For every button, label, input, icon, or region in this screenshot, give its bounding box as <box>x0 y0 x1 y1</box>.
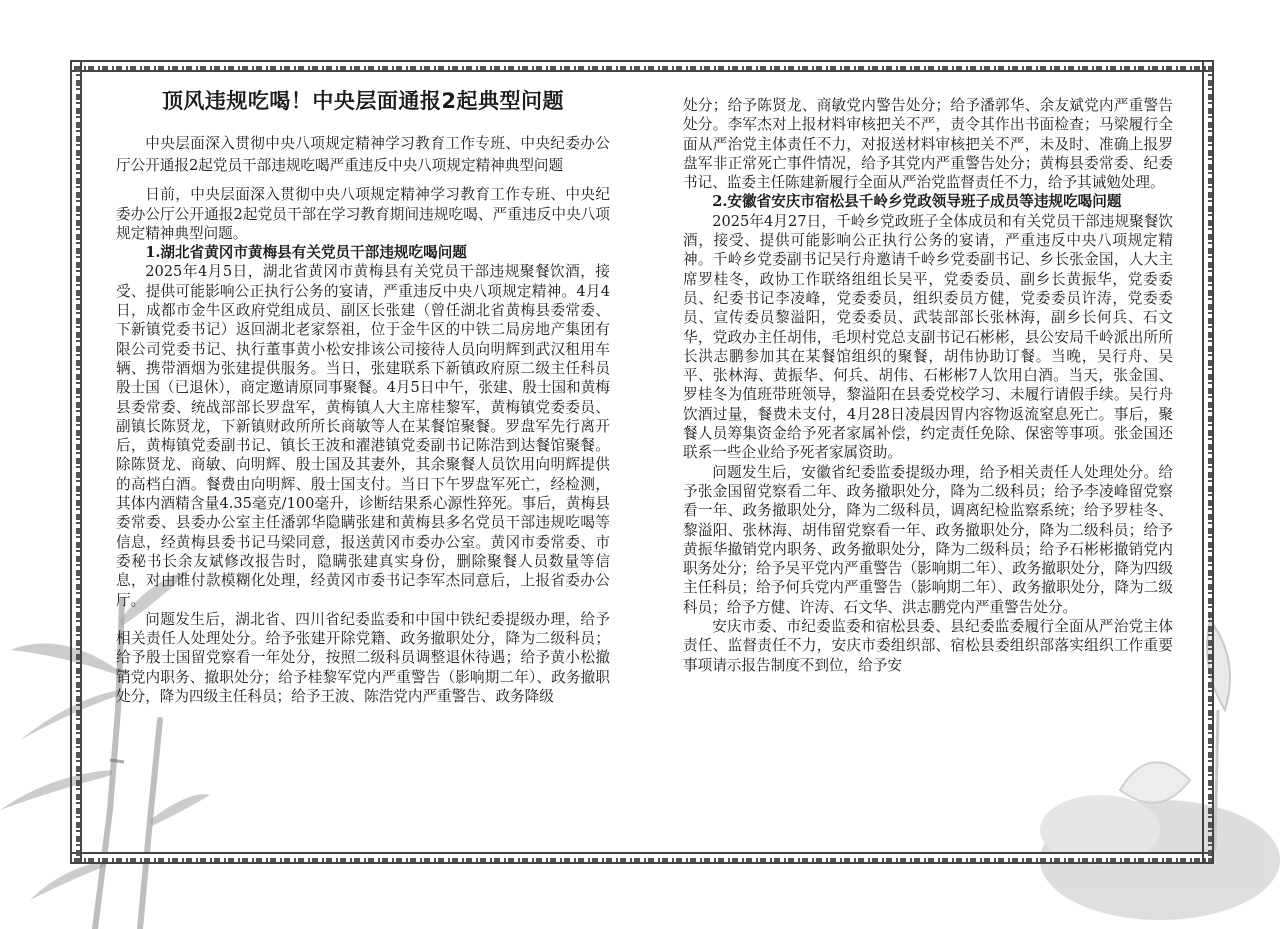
border-right <box>1202 62 1214 864</box>
case2-paragraph-2: 问题发生后，安徽省纪委监委提级办理，给予相关责任人处理处分。给予张金国留党察看二年、政务撤职处分，降为二级科员；给予李凌峰留党察看一年、政务撤职处分，降为二级科员，调离纪检监察系统；给予罗桂冬、黎溢阳、张林海、胡伟留党察看一年、政务撤职处分，降为二级科员；给予黄振华撤销党内职务、政务撤职处分，降为二级科员；给予石彬彬撤销党内职务处分；给予吴平党内严重警告（影响期二年）、政务撤职处分，降为四级主任科员；给予何兵党内严重警告（影响期二年）、政务撤职处分，降为二级科员；给予方健、许涛、石文华、洪志鹏党内严重警告处分。 <box>683 463 1173 616</box>
right-column <box>683 96 1173 675</box>
case1-heading: 1.湖北省黄冈市黄梅县有关党员干部违规吃喝问题 <box>145 244 467 262</box>
left-column <box>116 90 610 706</box>
case1-paragraph-1: 2025年4月5日，湖北省黄冈市黄梅县有关党员干部违规聚餐饮酒，接受、提供可能影响公正执行公务的宴请，严重违反中央八项规定精神。4月4日，成都市金牛区政府党组成员、副区长张建（曾任湖北省黄梅县委常委、下新镇党委书记）返回湖北老家祭祖，位于金牛区的中铁二局房地产集团有限公司党委书记、执行董事黄小松安排该公司接待人员向明辉到武汉租用车辆、携带酒烟为张建提供服务。当日，张建联系下新镇政府原二级主任科员殷士国（已退休），商定邀请原同事聚餐。4月5日中午，张建、殷士国和黄梅县委常委、统战部部长罗盘军，黄梅镇人大主席桂黎军，黄梅镇党委委员、副镇长陈贤龙，下新镇财政所所长商敏等人在某餐馆聚餐。罗盘军先行离开后，黄梅镇党委副书记、镇长王波和濯港镇党委副书记陈浩到达餐馆聚餐。除陈贤龙、商敏、向明辉、殷士国及其妻外，其余聚餐人员饮用向明辉提供的高档白酒。餐费由向明辉、殷士国支付。当日下午罗盘军死亡，经检测，其体内酒精含量4.35毫克/100毫升，诊断结果系心源性猝死。事后，黄梅县委常委、县委办公室主任潘郭华隐瞒张建和黄梅县多名党员干部违规吃喝等信息，经黄梅县委书记马梁同意，报送黄冈市委办公室。黄冈市委常委、市委秘书长余友斌修改报告时，隐瞒张建真实身份，删除聚餐人员数量等信息，对由谁付款模糊化处理，经黄冈市委书记李军杰同意后，上报省委办公厅。 <box>116 263 610 609</box>
article-title: 顶风违规吃喝！中央层面通报2起典型问题 <box>161 89 565 113</box>
case2-paragraph-3: 安庆市委、市纪委监委和宿松县委、县纪委监委履行全面从严治党主体责任、监督责任不力，安庆市委组织部、宿松县委组织部落实组织工作重要事项请示报告制度不到位，给予安 <box>683 618 1173 674</box>
border-left <box>70 62 82 864</box>
intro-paragraph: 日前，中央层面深入贯彻中央八项规定精神学习教育工作专班、中央纪委办公厅公开通报2起党员干部在学习教育期间违规吃喝、严重违反中央八项规定精神典型问题。 <box>116 186 610 242</box>
case2-paragraph-1: 2025年4月27日，千岭乡党政班子全体成员和有关党员干部违规聚餐饮酒，接受、提供可能影响公正执行公务的宴请，严重违反中央八项规定精神。千岭乡党委副书记吴行舟邀请千岭乡党委副书记、乡长张金国，人大主席罗桂冬，政协工作联络组组长吴平，党委委员、副乡长黄振华，党委委员、纪委书记李凌峰，党委委员，组织委员方健，党委委员许涛，党委委员、宣传委员黎溢阳，党委委员、武装部部长张林海，副乡长何兵、石文华，党政办主任胡伟，毛坝村党总支副书记石彬彬，县公安局千岭派出所所长洪志鹏参加其在某餐馆组织的聚餐，胡伟协助订餐。当晚，吴行舟、吴平、张林海、黄振华、何兵、胡伟、石彬彬7人饮用白酒。当天，张金国、罗桂冬为值班带班领导，黎溢阳在县委党校学习、未履行请假手续。吴行舟饮酒过量，餐费未支付，4月28日凌晨因胃内容物返流窒息死亡。事后，聚餐人员筹集资金给予死者家属补偿，约定责任免除、保密等事项。张金国还联系一些企业给予死者家属资助。 <box>683 212 1173 462</box>
border-top <box>70 60 1214 72</box>
case1-paragraph-2-continued: 处分；给予陈贤龙、商敏党内警告处分；给予潘郭华、余友斌党内严重警告处分。李军杰对上报材料审核把关不严，责令其作出书面检查；马梁履行全面从严治党主体责任不力，对报送材料审核把关不严，未及时、准确上报罗盘军非正常死亡事件情况，给予其党内严重警告处分；黄梅县委常委、纪委书记、监委主任陈建新履行全面从严治党监督责任不力，给予其诫勉处理。 <box>683 97 1173 192</box>
article-subtitle: 中央层面深入贯彻中央八项规定精神学习教育工作专班、中央纪委办公厅公开通报2起党员干部违规吃喝严重违反中央八项规定精神典型问题 <box>116 135 610 175</box>
case2-heading: 2.安徽省安庆市宿松县千岭乡党政领导班子成员等违规吃喝问题 <box>712 193 1122 211</box>
case1-paragraph-2: 问题发生后，湖北省、四川省纪委监委和中国中铁纪委提级办理，给予相关责任人处理处分。给予张建开除党籍、政务撤职处分，降为二级科员；给予殷士国留党察看一年处分，按照二级科员调整退休待遇；给予黄小松撤销党内职务、撤职处分；给予桂黎军党内严重警告（影响期二年）、政务撤职处分，降为四级主任科员；给予王波、陈浩党内严重警告、政务降级 <box>116 610 610 706</box>
border-bottom <box>70 852 1214 864</box>
